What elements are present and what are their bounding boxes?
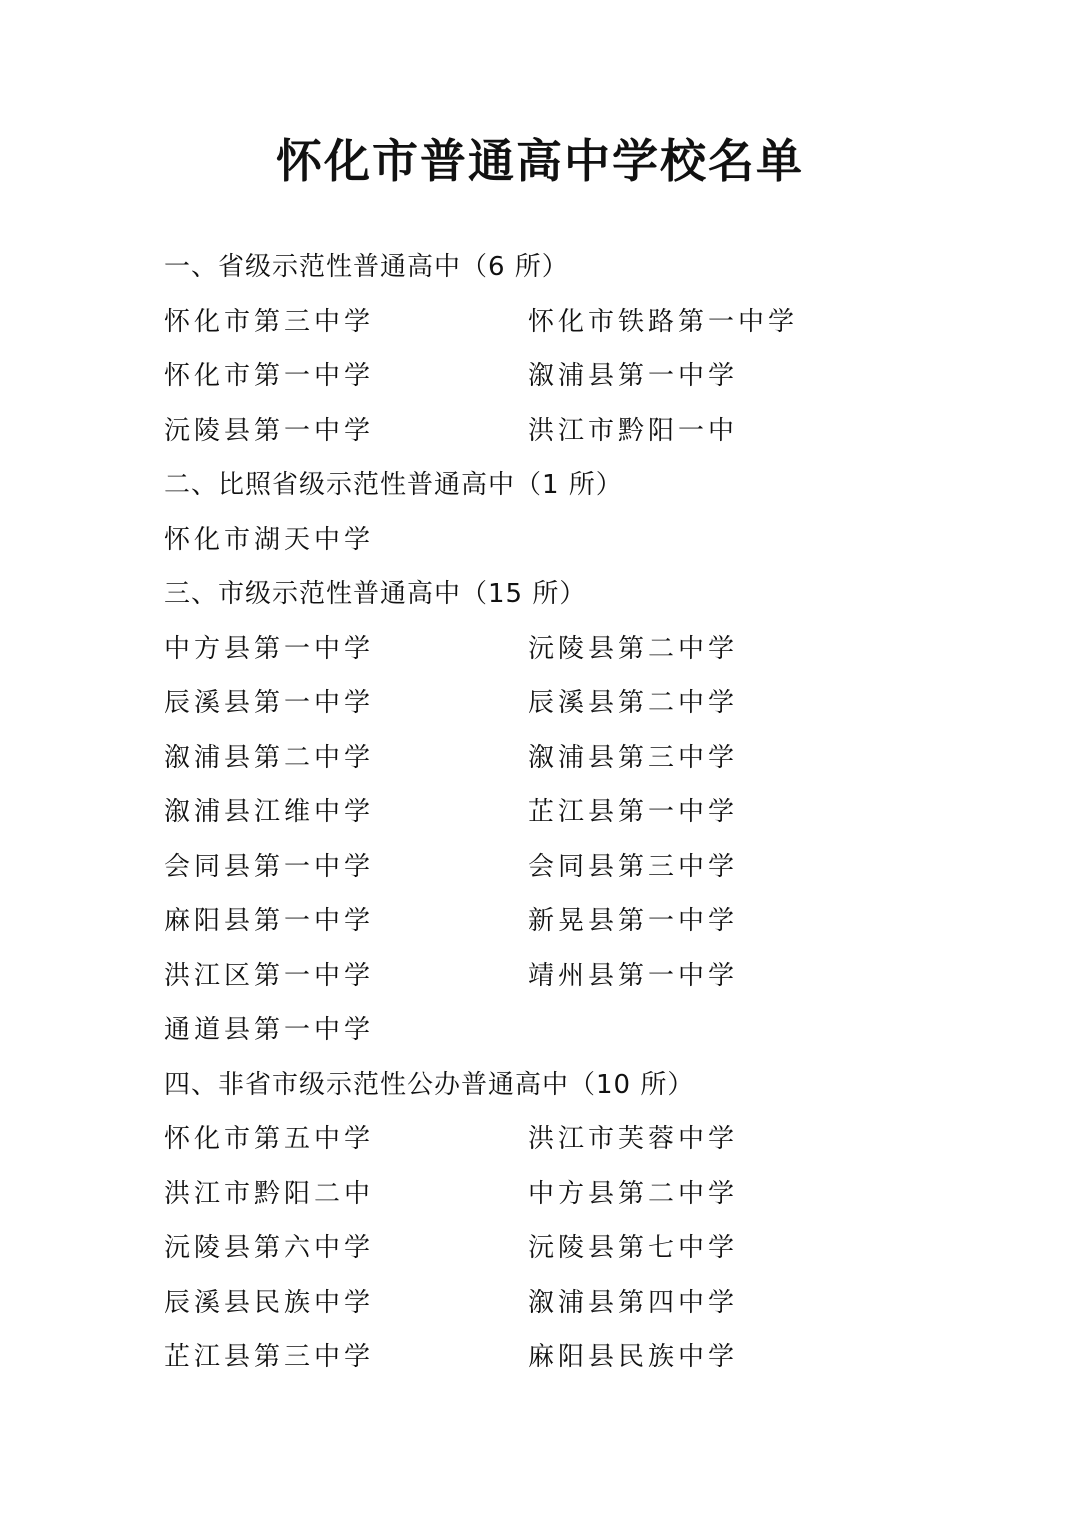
section-heading: 四、非省市级示范性公办普通高中（10 所） xyxy=(164,1069,695,1100)
school-row xyxy=(164,1112,964,1167)
school-row xyxy=(164,785,964,840)
school-name: 洪江市黔阳二中 xyxy=(164,1178,375,1209)
school-row xyxy=(164,513,964,568)
school-row xyxy=(164,949,964,1004)
school-name: 靖州县第一中学 xyxy=(528,960,739,991)
school-name: 中方县第二中学 xyxy=(528,1178,739,1209)
school-name: 怀化市第一中学 xyxy=(164,361,375,391)
school-name: 洪江市芙蓉中学 xyxy=(528,1124,739,1154)
school-name: 沅陵县第一中学 xyxy=(164,415,375,446)
document-title: 怀化市普通高中学校名单 xyxy=(276,134,804,188)
school-name: 麻阳县第一中学 xyxy=(164,906,375,936)
school-row xyxy=(164,676,964,731)
school-name: 洪江区第一中学 xyxy=(164,960,375,991)
school-row xyxy=(164,349,964,404)
school-name: 溆浦县第四中学 xyxy=(528,1287,739,1318)
school-row xyxy=(164,622,964,677)
school-name: 会同县第三中学 xyxy=(528,851,739,882)
school-name: 怀化市铁路第一中学 xyxy=(528,306,799,337)
school-row xyxy=(164,840,964,895)
school-row xyxy=(164,1221,964,1276)
school-row xyxy=(164,404,964,459)
section-heading: 一、省级示范性普通高中（6 所） xyxy=(164,252,569,282)
school-name: 溆浦县第一中学 xyxy=(528,361,739,391)
school-row xyxy=(164,1003,964,1058)
school-row xyxy=(164,1167,964,1222)
school-name: 沅陵县第七中学 xyxy=(528,1233,739,1263)
school-name: 芷江县第三中学 xyxy=(164,1342,375,1372)
school-name: 新晃县第一中学 xyxy=(528,906,739,936)
school-name: 中方县第一中学 xyxy=(164,633,375,664)
school-name: 会同县第一中学 xyxy=(164,851,375,882)
section-heading: 二、比照省级示范性普通高中（1 所） xyxy=(164,470,623,500)
school-name: 芷江县第一中学 xyxy=(528,797,739,827)
school-name: 辰溪县第一中学 xyxy=(164,688,375,718)
school-row xyxy=(164,1276,964,1331)
school-row xyxy=(164,1330,964,1385)
school-name: 麻阳县民族中学 xyxy=(528,1342,739,1372)
school-row xyxy=(164,894,964,949)
school-name: 通道县第一中学 xyxy=(164,1015,375,1045)
school-name: 怀化市湖天中学 xyxy=(164,524,375,555)
school-name: 怀化市第三中学 xyxy=(164,306,375,337)
school-name: 沅陵县第六中学 xyxy=(164,1233,375,1263)
school-name: 溆浦县江维中学 xyxy=(164,797,375,827)
school-name: 辰溪县第二中学 xyxy=(528,688,739,718)
school-name: 怀化市第五中学 xyxy=(164,1124,375,1154)
school-row xyxy=(164,295,964,350)
school-name: 溆浦县第二中学 xyxy=(164,742,375,773)
school-list xyxy=(164,240,964,1385)
school-row xyxy=(164,731,964,786)
school-name: 沅陵县第二中学 xyxy=(528,633,739,664)
school-name: 洪江市黔阳一中 xyxy=(528,415,739,446)
section-heading: 三、市级示范性普通高中（15 所） xyxy=(164,579,587,609)
school-name: 溆浦县第三中学 xyxy=(528,742,739,773)
school-name: 辰溪县民族中学 xyxy=(164,1287,375,1318)
